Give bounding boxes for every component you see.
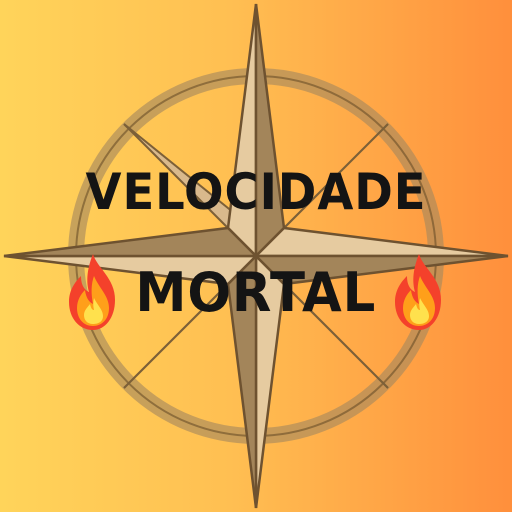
title-line-2-row: [0, 250, 512, 334]
fire-icon: [63, 252, 123, 332]
title-line-1: VELOCIDADE: [85, 163, 427, 221]
title-line-2: MORTAL: [135, 260, 377, 324]
fire-icon: [389, 252, 449, 332]
